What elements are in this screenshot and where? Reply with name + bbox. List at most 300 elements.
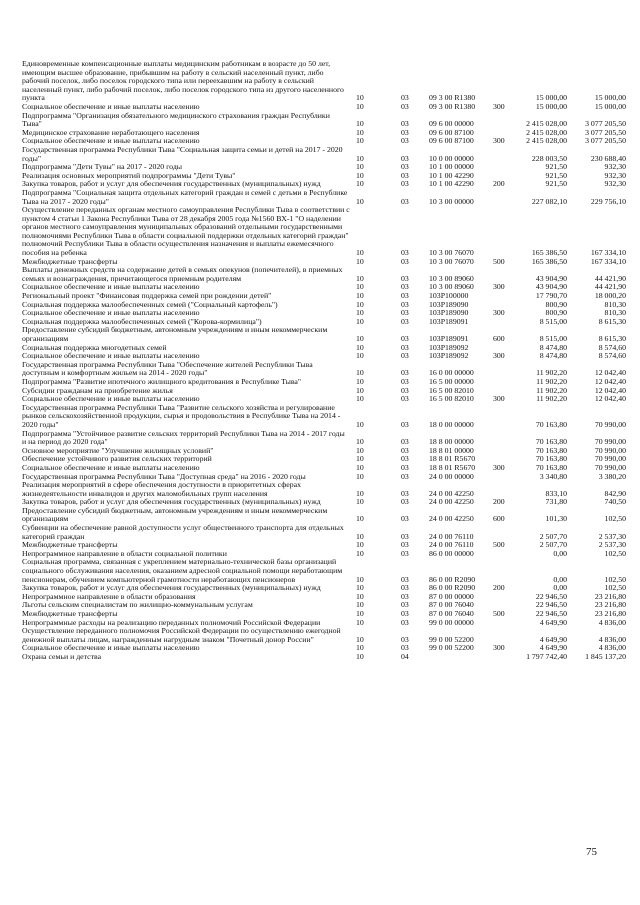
amount-year-2: 167 334,10	[590, 256, 626, 266]
section-code: 10	[356, 248, 364, 258]
subsection-code: 03	[401, 497, 409, 507]
subsection-code: 03	[401, 308, 409, 318]
amount-year-1: 8 515,00	[539, 334, 567, 343]
target-article-code: 87 0 00 76040	[429, 600, 474, 610]
row-name: Обеспечение устойчивого развития сельских территорий	[22, 454, 212, 464]
target-article-code: 24 0 00 76110	[429, 531, 474, 541]
amount-year-2: 167 334,10	[590, 248, 626, 258]
amount-year-1: 22 946,50	[535, 591, 567, 601]
row-name: Предоставление субсидий бюджетным, автономным учреждениям и иным некоммерческим организациям	[22, 325, 328, 343]
expense-type-code: 600	[493, 514, 505, 524]
amount-year-1: 833,10	[545, 488, 567, 498]
amount-year-2: 810,30	[604, 308, 626, 318]
row-name: Социальное обеспечение и иные выплаты населению	[22, 351, 200, 361]
subsection-code: 04	[401, 651, 409, 661]
subsection-code: 03	[401, 514, 409, 524]
table-row	[22, 626, 626, 644]
table-row	[22, 325, 626, 343]
subsection-code: 03	[401, 574, 409, 584]
amount-year-1: 228 003,50	[531, 153, 567, 163]
amount-year-1: 70 163,80	[535, 454, 567, 464]
row-name: Региональный проект "Финансовая поддержка семей при рождении детей"	[22, 291, 272, 301]
amount-year-2: 12 042,40	[594, 385, 626, 395]
expense-type-code: 300	[493, 643, 505, 653]
target-article-code: 09 6 00 00000	[429, 119, 474, 129]
amount-year-2: 70 990,00	[594, 445, 626, 455]
target-article-code: 10 3 00 76070	[429, 256, 474, 266]
amount-year-2: 8 574,60	[598, 342, 626, 352]
subsection-code: 03	[401, 316, 409, 326]
target-article-code: 24 0 00 42250	[429, 497, 474, 507]
row-name: Социальное обеспечение и иные выплаты населению	[22, 101, 200, 111]
row-name: Реализация основных мероприятий подпрограммы "Дети Тувы"	[22, 170, 236, 180]
target-article-code: 18 8 00 00000	[429, 437, 474, 447]
amount-year-1: 70 163,80	[535, 462, 567, 472]
target-article-code: 103P189091	[429, 316, 469, 326]
row-name: Непрограммные расходы на реализацию переданных полномочий Российской Федерации	[22, 617, 321, 627]
section-code: 10	[356, 282, 364, 292]
section-code: 10	[356, 308, 364, 318]
section-code: 10	[356, 445, 364, 455]
amount-year-2: 15 000,00	[594, 93, 626, 103]
amount-year-2: 8 574,60	[598, 351, 626, 361]
target-article-code: 103P189092	[429, 351, 469, 361]
row-name: Единовременные компенсационные выплаты медицинским работникам в возрасте до 50 лет, имеющим высшее образование, прибывшим на работу в сельский населенный пункт, либо рабочий поселок, либо поселок городского типа или переехавшим на работу в сельский населенный пункт, либо рабочий поселок, либо поселок городского типа из другого населенного пункта	[22, 59, 344, 103]
amount-year-1: 8 474,80	[539, 351, 567, 361]
section-code: 10	[356, 600, 364, 610]
target-article-code: 09 3 00 R1380	[429, 101, 476, 111]
section-code: 10	[356, 471, 364, 481]
target-article-code: 10 3 00 89060	[429, 273, 474, 283]
row-name: Социальная поддержка многодетных семей	[22, 342, 167, 352]
subsection-code: 03	[401, 334, 409, 343]
amount-year-2: 70 990,00	[594, 462, 626, 472]
amount-year-1: 70 163,80	[535, 419, 567, 429]
expense-type-code: 200	[493, 179, 505, 189]
section-code: 10	[356, 643, 364, 653]
target-article-code: 103P100000	[429, 291, 469, 301]
amount-year-1: 0,00	[553, 583, 567, 593]
amount-year-2: 102,50	[604, 548, 626, 558]
amount-year-1: 921,50	[545, 162, 567, 172]
amount-year-1: 800,90	[545, 299, 567, 309]
row-name: Социальное обеспечение и иные выплаты населению	[22, 282, 200, 292]
subsection-code: 03	[401, 127, 409, 137]
row-name: Основное мероприятие "Улучшение жилищных условий"	[22, 445, 214, 455]
row-name: Социальное обеспечение и иные выплаты населению	[22, 136, 200, 146]
amount-year-1: 8 515,00	[539, 316, 567, 326]
section-code: 10	[356, 291, 364, 301]
expense-type-code: 300	[493, 136, 505, 146]
amount-year-2: 810,30	[604, 299, 626, 309]
target-article-code: 10 1 00 42290	[429, 179, 474, 189]
row-name: Государственная программа Республики Тыва "Развитие сельского хозяйства и регулирование рынков сельскохозяйственной продукции, сырья и продовольствия в Республике Тыва на 2014 - 2020 годы"	[22, 402, 341, 429]
target-article-code: 18 8 01 00000	[429, 445, 474, 455]
table-row	[22, 557, 626, 584]
expense-type-code: 300	[493, 101, 505, 111]
amount-year-1: 165 386,50	[531, 248, 567, 258]
amount-year-1: 22 946,50	[535, 609, 567, 618]
amount-year-1: 4 649,90	[539, 617, 567, 627]
subsection-code: 03	[401, 591, 409, 601]
amount-year-2: 4 836,00	[598, 643, 626, 653]
target-article-code: 10 1 00 42290	[429, 170, 474, 180]
subsection-code: 03	[401, 136, 409, 146]
target-article-code: 86 0 00 R2090	[429, 583, 476, 593]
amount-year-1: 70 163,80	[535, 437, 567, 447]
table-row	[22, 59, 626, 103]
target-article-code: 18 8 01 R5670	[429, 454, 476, 464]
amount-year-2: 932,30	[604, 179, 626, 189]
subsection-code: 03	[401, 548, 409, 558]
amount-year-2: 23 216,80	[594, 609, 626, 618]
target-article-code: 99 0 00 00000	[429, 617, 474, 627]
amount-year-1: 1 797 742,40	[526, 651, 567, 661]
section-code: 10	[356, 376, 364, 386]
target-article-code: 09 6 00 87100	[429, 136, 474, 146]
subsection-code: 03	[401, 93, 409, 103]
row-name: Социальная поддержка малообеспеченных семей ("Социальный картофель")	[22, 299, 278, 309]
target-article-code: 87 0 00 76040	[429, 609, 474, 618]
table-row	[22, 505, 626, 524]
amount-year-1: 4 649,90	[539, 643, 567, 653]
target-article-code: 10 3 00 76070	[429, 248, 474, 258]
target-article-code: 99 0 00 52200	[429, 643, 474, 653]
amount-year-2: 70 990,00	[594, 419, 626, 429]
subsection-code: 03	[401, 540, 409, 550]
row-name: Подпрограмма "Социальная защита отдельных категорий граждан и семей с детьми в Республике Тыва на 2017 - 2020 годы"	[22, 187, 348, 206]
target-article-code: 86 0 00 R2090	[429, 574, 476, 584]
section-code: 10	[356, 351, 364, 361]
amount-year-2: 4 836,00	[598, 634, 626, 644]
row-name: Подпрограмма "Устойчивое развитие сельских территорий Республики Тыва на 2014 - 2017 годы и на период до 2020 года"	[22, 428, 345, 447]
expense-type-code: 200	[493, 583, 505, 593]
section-code: 10	[356, 153, 364, 163]
row-name: Закупка товаров, работ и услуг для обеспечения государственных (муниципальных) нужд	[22, 179, 321, 189]
target-article-code: 24 0 00 00000	[429, 471, 474, 481]
subsection-code: 03	[401, 179, 409, 189]
row-name: Социальное обеспечение и иные выплаты населению	[22, 308, 200, 318]
expense-type-code: 300	[493, 308, 505, 318]
amount-year-1: 0,00	[553, 574, 567, 584]
table-row	[22, 187, 626, 206]
subsection-code: 03	[401, 282, 409, 292]
row-name: Осуществление переданного полномочия Российской Федерации по осуществлению ежегодной денежной выплаты лицам, награжденным нагрудным знаком "Почетный донор России"	[22, 626, 341, 644]
amount-year-2: 12 042,40	[594, 368, 626, 378]
table-row	[22, 144, 626, 163]
amount-year-2: 4 836,00	[598, 617, 626, 627]
subsection-code: 03	[401, 437, 409, 447]
row-name: Подпрограмма "Дети Тувы" на 2017 - 2020 годы	[22, 162, 183, 172]
row-name: Государственная программа Республики Тыва "Доступная среда" на 2016 - 2020 годы	[22, 471, 306, 481]
amount-year-2: 3 077 205,50	[585, 119, 626, 129]
section-code: 10	[356, 437, 364, 447]
amount-year-2: 102,50	[604, 583, 626, 593]
row-name: Непрограммное направление в области образования	[22, 591, 196, 601]
expense-type-code: 300	[493, 462, 505, 472]
amount-year-1: 11 902,20	[536, 394, 567, 404]
target-article-code: 103P189092	[429, 342, 469, 352]
amount-year-2: 102,50	[604, 514, 626, 524]
row-name: Льготы сельским специалистам по жилищно-коммунальным услугам	[22, 600, 253, 610]
amount-year-1: 8 474,80	[539, 342, 567, 352]
amount-year-2: 740,50	[604, 497, 626, 507]
table-row	[22, 205, 626, 258]
amount-year-2: 230 688,40	[590, 153, 626, 163]
amount-year-2: 3 077 205,50	[585, 127, 626, 137]
row-name: Медицинское страхование неработающего населения	[22, 127, 200, 137]
row-name: Межбюджетные трансферты	[22, 609, 118, 618]
subsection-code: 03	[401, 299, 409, 309]
subsection-code: 03	[401, 600, 409, 610]
section-code: 10	[356, 127, 364, 137]
amount-year-1: 70 163,80	[535, 445, 567, 455]
amount-year-2: 2 537,30	[598, 540, 626, 550]
section-code: 10	[356, 101, 364, 111]
target-article-code: 10 3 00 00000	[429, 196, 474, 206]
amount-year-1: 165 386,50	[531, 256, 567, 266]
amount-year-2: 842,90	[604, 488, 626, 498]
subsection-code: 03	[401, 153, 409, 163]
amount-year-1: 2 415 028,00	[526, 119, 567, 129]
amount-year-1: 0,00	[553, 548, 567, 558]
amount-year-2: 1 845 137,20	[585, 651, 626, 661]
target-article-code: 09 3 00 R1380	[429, 93, 476, 103]
row-name: Осуществление переданных органам местного самоуправления Республики Тыва в соответствии с пунктом 4 статьи 1 Закона Республики Тыва от 28 декабря 2005 года №1560 ВХ-1 "О наделении органов местного самоуправления муниципальных образований отдельными государственными полномочиями Республики Тыва в области социальной поддержки отдельных категорий граждан" полномочий Республики Тыва в области осуществления назначения и выплаты ежемесячного пособия на ребенка	[22, 205, 350, 258]
amount-year-2: 23 216,80	[594, 591, 626, 601]
table-row	[22, 110, 626, 129]
subsection-code: 03	[401, 119, 409, 129]
amount-year-1: 227 082,10	[531, 196, 567, 206]
amount-year-1: 921,50	[545, 170, 567, 180]
section-code: 10	[356, 196, 364, 206]
row-name: Межбюджетные трансферты	[22, 256, 118, 266]
section-code: 10	[356, 162, 364, 172]
section-code: 10	[356, 531, 364, 541]
subsection-code: 03	[401, 170, 409, 180]
target-article-code: 24 0 00 42250	[429, 488, 474, 498]
row-name: Охрана семьи и детства	[22, 651, 102, 661]
amount-year-1: 43 904,90	[535, 273, 567, 283]
row-name: Выплаты денежных средств на содержание детей в семьях опекунов (попечителей), в приемных семьях и вознаграждения, причитающегося приемным родителям	[22, 265, 343, 283]
section-code: 10	[356, 454, 364, 464]
amount-year-2: 8 615,30	[598, 316, 626, 326]
section-code: 10	[356, 394, 364, 404]
subsection-code: 03	[401, 609, 409, 618]
row-name: Реализация мероприятий в сфере обеспечения доступности в приоритетных сферах жизнедеятельности инвалидов и других маломобильных групп населения	[22, 480, 301, 498]
expense-type-code: 200	[493, 497, 505, 507]
section-code: 10	[356, 497, 364, 507]
target-article-code: 103P189090	[429, 308, 469, 318]
target-article-code: 16 5 00 82010	[429, 394, 474, 404]
amount-year-2: 2 537,30	[598, 531, 626, 541]
row-name: Закупка товаров, работ и услуг для обеспечения государственных (муниципальных) нужд	[22, 583, 321, 593]
expense-type-code: 600	[493, 334, 505, 343]
amount-year-1: 11 902,20	[536, 385, 567, 395]
subsection-code: 03	[401, 419, 409, 429]
amount-year-2: 8 615,30	[598, 334, 626, 343]
row-name: Подпрограмма "Развитие ипотечного жилищного кредитования в Республике Тыва"	[22, 376, 302, 386]
subsection-code: 03	[401, 385, 409, 395]
amount-year-2: 70 990,00	[594, 437, 626, 447]
table-row	[22, 265, 626, 283]
section-code: 10	[356, 591, 364, 601]
section-code: 10	[356, 256, 364, 266]
amount-year-2: 12 042,40	[594, 394, 626, 404]
section-code: 10	[356, 179, 364, 189]
subsection-code: 03	[401, 196, 409, 206]
row-name: Субсидии гражданам на приобретение жилья	[22, 385, 173, 395]
target-article-code: 86 0 00 00000	[429, 548, 474, 558]
expense-type-code: 300	[493, 282, 505, 292]
row-name: Государственная программа Республики Тыва "Обеспечение жителей Республики Тыва доступным и комфортным жильем на 2014 - 2020 годы"	[22, 359, 313, 378]
section-code: 10	[356, 574, 364, 584]
target-article-code: 10 3 00 89060	[429, 282, 474, 292]
subsection-code: 03	[401, 617, 409, 627]
row-name: Социальная программа, связанная с укреплением материально-технической базы организаций социального обслуживания населения, оказанием адресной социальной помощи неработающим пенсионерам, обучением компьютерной грамотности неработающих пенсионеров	[22, 557, 343, 584]
amount-year-1: 22 946,50	[535, 600, 567, 610]
amount-year-1: 731,80	[545, 497, 567, 507]
target-article-code: 16 5 00 82010	[429, 385, 474, 395]
budget-table	[22, 59, 626, 662]
amount-year-1: 11 902,20	[536, 368, 567, 378]
target-article-code: 16 5 00 00000	[429, 376, 474, 386]
amount-year-1: 11 902,20	[536, 376, 567, 386]
amount-year-1: 15 000,00	[535, 93, 567, 103]
section-code: 10	[356, 462, 364, 472]
section-code: 10	[356, 514, 364, 524]
section-code: 10	[356, 299, 364, 309]
amount-year-2: 18 000,20	[594, 291, 626, 301]
section-code: 10	[356, 583, 364, 593]
amount-year-2: 3 380,20	[598, 471, 626, 481]
section-code: 10	[356, 651, 364, 661]
amount-year-2: 44 421,90	[594, 273, 626, 283]
table-row	[22, 480, 626, 498]
target-article-code: 24 0 00 42250	[429, 514, 474, 524]
section-code: 10	[356, 136, 364, 146]
section-code: 10	[356, 93, 364, 103]
section-code: 10	[356, 119, 364, 129]
row-name: Социальное обеспечение и иные выплаты населению	[22, 394, 200, 404]
subsection-code: 03	[401, 462, 409, 472]
section-code: 10	[356, 609, 364, 618]
section-code: 10	[356, 316, 364, 326]
subsection-code: 03	[401, 162, 409, 172]
target-article-code: 103P189091	[429, 334, 469, 343]
amount-year-2: 44 421,90	[594, 282, 626, 292]
expense-type-code: 500	[493, 540, 505, 550]
section-code: 10	[356, 617, 364, 627]
section-code: 10	[356, 419, 364, 429]
amount-year-1: 43 904,90	[535, 282, 567, 292]
amount-year-2: 15 000,00	[594, 101, 626, 111]
amount-year-1: 921,50	[545, 179, 567, 189]
amount-year-1: 101,30	[545, 514, 567, 524]
subsection-code: 03	[401, 291, 409, 301]
subsection-code: 03	[401, 394, 409, 404]
page-number: 75	[586, 846, 597, 858]
subsection-code: 03	[401, 351, 409, 361]
target-article-code: 87 0 00 00000	[429, 591, 474, 601]
expense-type-code: 500	[493, 256, 505, 266]
table-row	[22, 523, 626, 541]
subsection-code: 03	[401, 248, 409, 258]
target-article-code: 16 0 00 00000	[429, 368, 474, 378]
row-name: Межбюджетные трансферты	[22, 540, 118, 550]
amount-year-1: 2 507,70	[539, 540, 567, 550]
amount-year-2: 12 042,40	[594, 376, 626, 386]
amount-year-1: 4 649,90	[539, 634, 567, 644]
row-name: Непрограммное направление в области социальной политики	[22, 548, 227, 558]
amount-year-2: 23 216,80	[594, 600, 626, 610]
table-row	[22, 359, 626, 378]
table-row	[22, 651, 626, 662]
amount-year-1: 2 507,70	[539, 531, 567, 541]
target-article-code: 10 0 00 00000	[429, 153, 474, 163]
amount-year-2: 229 756,10	[590, 196, 626, 206]
subsection-code: 03	[401, 531, 409, 541]
amount-year-1: 2 415 028,00	[526, 136, 567, 146]
amount-year-2: 932,30	[604, 170, 626, 180]
target-article-code: 99 0 00 52200	[429, 634, 474, 644]
subsection-code: 03	[401, 101, 409, 111]
target-article-code: 18 8 01 R5670	[429, 462, 476, 472]
amount-year-1: 3 340,80	[539, 471, 567, 481]
section-code: 10	[356, 170, 364, 180]
row-name: Социальная поддержка малообеспеченных семей ("Корова-кормилица")	[22, 316, 262, 326]
subsection-code: 03	[401, 454, 409, 464]
amount-year-1: 800,90	[545, 308, 567, 318]
row-name: Закупка товаров, работ и услуг для обеспечения государственных (муниципальных) нужд	[22, 497, 321, 507]
amount-year-1: 17 790,70	[535, 291, 567, 301]
section-code: 10	[356, 334, 364, 343]
target-article-code: 09 6 00 87100	[429, 127, 474, 137]
subsection-code: 03	[401, 273, 409, 283]
subsection-code: 03	[401, 368, 409, 378]
target-article-code: 18 0 00 00000	[429, 419, 474, 429]
section-code: 10	[356, 548, 364, 558]
subsection-code: 03	[401, 445, 409, 455]
row-name: Социальное обеспечение и иные выплаты населению	[22, 643, 200, 653]
row-name: Субвенции на обеспечение равной доступности услуг общественного транспорта для отдельных категорий граждан	[22, 523, 344, 541]
amount-year-1: 15 000,00	[535, 101, 567, 111]
section-code: 10	[356, 488, 364, 498]
table-row	[22, 402, 626, 430]
expense-type-code: 500	[493, 609, 505, 618]
target-article-code: 24 0 00 76110	[429, 540, 474, 550]
subsection-code: 03	[401, 583, 409, 593]
subsection-code: 03	[401, 376, 409, 386]
section-code: 10	[356, 540, 364, 550]
row-name: Государственная программа Республики Тыва "Социальная защита семьи и детей на 2017 - 2020 годы"	[22, 144, 343, 163]
expense-type-code: 300	[493, 351, 505, 361]
amount-year-2: 70 990,00	[594, 454, 626, 464]
row-name: Социальное обеспечение и иные выплаты населению	[22, 462, 200, 472]
subsection-code: 03	[401, 471, 409, 481]
section-code: 10	[356, 273, 364, 283]
section-code: 10	[356, 385, 364, 395]
amount-year-1: 2 415 028,00	[526, 127, 567, 137]
row-name: Предоставление субсидий бюджетным, автономным учреждениям и иным некоммерческим организациям	[22, 505, 328, 524]
table-row	[22, 428, 626, 447]
row-name: Подпрограмма "Организация обязательного медицинского страхования граждан Республики Тыва"	[22, 110, 330, 129]
expense-type-code: 300	[493, 394, 505, 404]
amount-year-2: 932,30	[604, 162, 626, 172]
target-article-code: 10 1 00 00000	[429, 162, 474, 172]
subsection-code: 03	[401, 256, 409, 266]
amount-year-2: 102,50	[604, 574, 626, 584]
